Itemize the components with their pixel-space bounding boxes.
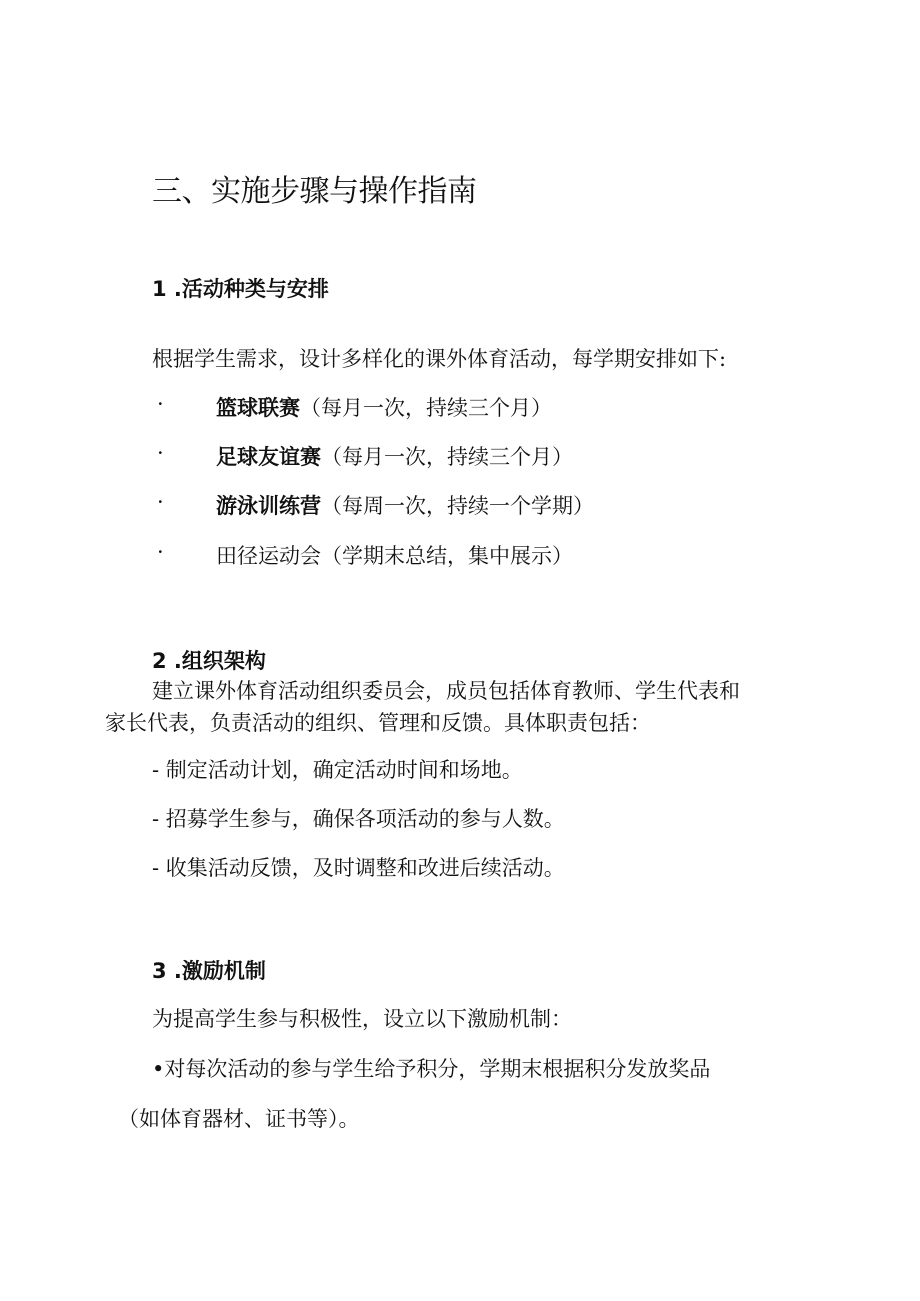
activity-detail: （学期末总结，集中展示） [321,544,573,568]
bullet-dot: · [157,540,164,564]
section-heading-organization: 2 .组织架构 [152,649,266,673]
section-heading-incentives: 3 .激励机制 [152,959,266,983]
bullet-dot: · [157,392,164,416]
section-heading-activity-types: 1 .活动种类与安排 [152,277,329,301]
incentive-item-line2: （如体育器材、证书等）。 [118,1107,360,1131]
activity-detail: （每月一次，持续三个月） [300,396,552,420]
activity-detail: （每月一次，持续三个月） [321,445,573,469]
incentive-item-line1: •对每次活动的参与学生给予积分，学期末根据积分发放奖品 [152,1057,711,1081]
activity-name: 游泳训练营 [216,494,321,518]
organization-paragraph-line2: 家长代表，负责活动的组织、管理和反馈。具体职责包括： [105,711,651,735]
activity-name: 田径运动会 [216,544,321,568]
list-item [216,441,573,471]
activity-name: 足球友谊赛 [216,445,321,469]
bullet-dot: · [157,490,164,514]
list-item [216,490,594,520]
list-item [216,540,573,570]
activity-detail: （每周一次，持续一个学期） [321,494,594,518]
section-intro-incentives: 为提高学生参与积极性，设立以下激励机制： [152,1007,572,1031]
page-title: 三、实施步骤与操作指南 [152,174,477,209]
organization-paragraph-line1: 建立课外体育活动组织委员会，成员包括体育教师、学生代表和 [152,679,740,703]
list-item: - 制定活动计划，确定活动时间和场地。 [152,758,523,782]
bullet-dot: · [157,441,164,465]
list-item: - 招募学生参与，确保各项活动的参与人数。 [152,807,565,831]
list-item [216,392,552,422]
activity-name: 篮球联赛 [216,396,300,420]
list-item: - 收集活动反馈，及时调整和改进后续活动。 [152,856,565,880]
section-intro-activity-types: 根据学生需求，设计多样化的课外体育活动，每学期安排如下: [152,347,727,371]
